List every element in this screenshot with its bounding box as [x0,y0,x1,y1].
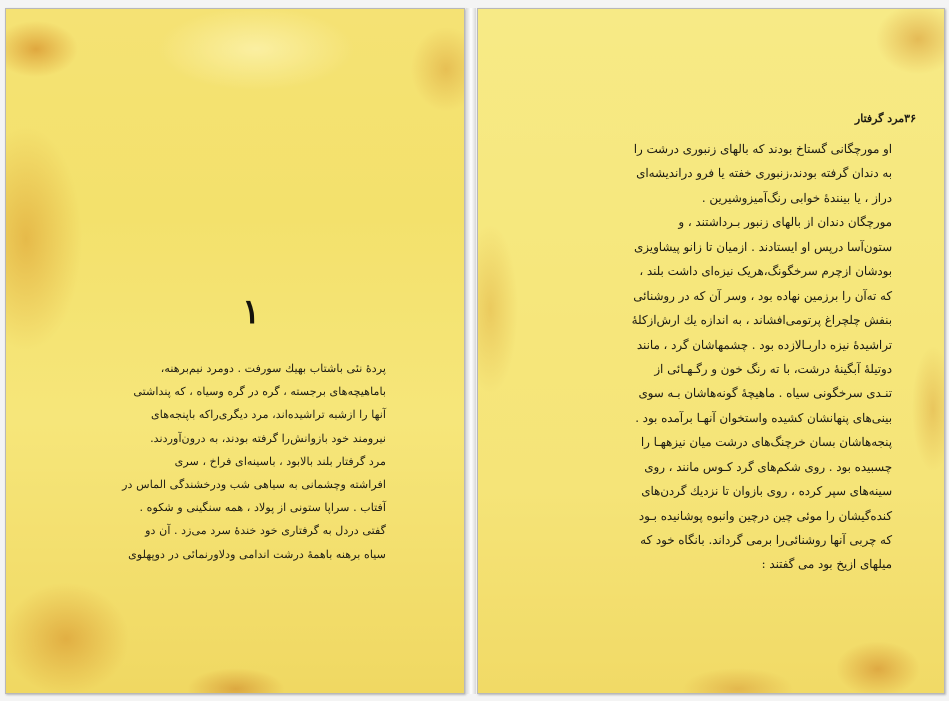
text-line: او مورچگانی گستاخ بودند که بالهای زنبوری درشت را [633,142,892,156]
text-line: باماهیچه‌های برجسته ، گره در گره وسیاه ، که پنداشتی [133,385,386,399]
book-gutter [466,8,476,694]
chapter-number: ۱ [242,292,261,332]
text-line: دراز ، یا بینندهٔ خوابی رنگ‌آمیزوشیرین . [701,190,892,205]
text-line: سیاه برهنه باهمهٔ درشت اندامی ودلاورنمائی در دوپهلوی [128,547,386,561]
text-line: میلهای ازیخ بود می گفتند : [761,557,892,572]
text-line: پنجه‌هاشان بسان خرچنگ‌های درشت میان نیزههـا را [640,435,892,450]
left-page [5,8,465,694]
text-line: گفتی دردل به گرفتاری خود خندهٔ سرد می‌زد . آن دو [145,524,386,538]
right-page-text [562,137,892,577]
text-line: که ته‌آن را برزمین نهاده بود ، وسر آن که در روشنائی [633,288,892,303]
text-line: تراشیدهٔ نیزه داربـالازده بود . چشمهاشان گرد ، مانند [636,337,892,352]
text-line: آنها را ازشبه تراشیده‌اند، مرد دیگری‌راکه باپنجه‌های [151,408,386,422]
text-line: بینی‌های پنهانشان کشیده واستخوان آنهـا برآمده بود . [635,410,892,425]
text-line: پردهٔ نئی باشتاب بهیك سورفت . دومرد نیم‌برهنه، [160,362,386,375]
text-line: کنده‌گیشان را موئی چین درچین وانبوه پوشانیده بـود [638,508,892,523]
text-line: مورچگان دندان از بالهای زنبور بـرداشتند ، و [678,215,892,230]
text-line: آفتاب . سراپا ستونی از پولاد ، همه سنگینی و شکوه . [139,501,386,515]
left-page-text [46,357,386,566]
text-line: به دندان گرفته بودند،زنبوری خفته یا فرو دراندیشه‌ای [636,166,892,181]
text-line: افراشته وچشمانی به سیاهی شب ودرخشندگی الماس در [122,477,386,491]
text-line: که چربی آنها روشنائی‌را برمی گرداند. بانگاه خود که [640,533,892,547]
text-line: نیرومند خود بازوانش‌را گرفته بودند، به درون‌آوردند. [150,431,386,445]
text-line: دوتیلهٔ آبگینهٔ درشت، با ته رنگ خون و رگـهـائی از [654,361,892,376]
text-line: مرد گرفتار بلند بالابود ، باسینه‌ای فراخ ، سری [174,454,386,468]
right-page [477,8,945,694]
text-line: بودشان ازچرم سرخگونگ،هریک نیزه‌ای داشت بلند ، [639,264,892,279]
running-head: ۳۶مرد گرفتار [854,112,916,125]
text-line: بنفش چلچراغ پرتومی‌افشاند ، به اندازه یك ارش‌ازکلهٔ [631,313,892,328]
text-line: سینه‌های سپر کرده ، روی بازوان تا نزدیك گردن‌های [641,484,892,499]
text-line: چسبیده بود . روی شکم‌های گرد کـوس مانند ، روی [644,459,892,474]
text-line: ستون‌آسا درپس او ایستادند . ازمیان تا زانو پیشاویزی [634,239,892,254]
text-line: تنـدی سرخگونی سیاه . ماهیچهٔ گونه‌هاشان بـه سوی [638,386,892,401]
